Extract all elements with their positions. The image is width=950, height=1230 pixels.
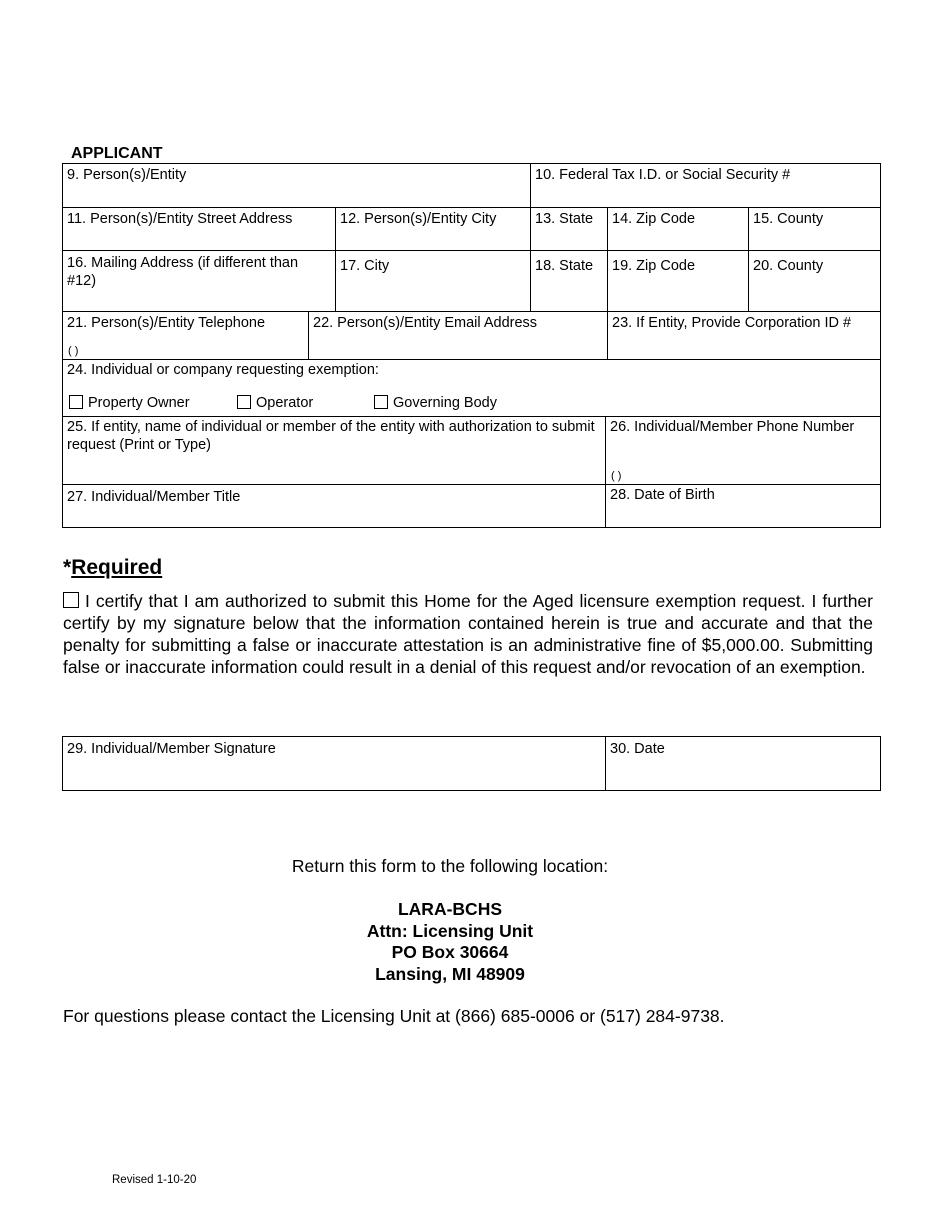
field-authorized-name[interactable] [62, 416, 606, 485]
field-exemption-requester [62, 359, 881, 417]
field-label: 23. If Entity, Provide Corporation ID # [612, 315, 852, 331]
required-heading [63, 556, 162, 580]
field-label: 29. Individual/Member Signature [67, 741, 276, 757]
certification-statement [63, 590, 873, 678]
field-label: 17. City [340, 258, 390, 274]
field-email[interactable] [308, 311, 608, 360]
contact-info: For questions please contact the Licensing Unit at (866) 685-0006 or (517) 284-9738. [63, 1006, 725, 1026]
field-federal-tax-id[interactable] [530, 163, 881, 208]
field-label: 21. Person(s)/Entity Telephone [67, 315, 266, 331]
field-telephone[interactable] [62, 311, 309, 360]
required-label: Required [71, 556, 163, 579]
field-signature-date[interactable] [605, 736, 881, 791]
certification-text: I certify that I am authorized to submit this Home for the Aged licensure exemption request. I further certify by my signature below that the information contained herein is true and accurate and that the penalty for submitting a false or inaccurate attestation is an administrative fine of $5,000.00. Submitting false or inaccurate information could result in a denial of this request and/or revocation of an exemption. [63, 591, 873, 677]
field-person-entity[interactable] [62, 163, 531, 208]
checkbox-icon[interactable] [69, 395, 83, 409]
field-label: 19. Zip Code [612, 258, 696, 274]
field-label: 26. Individual/Member Phone Number [610, 419, 855, 435]
field-entity-city[interactable] [335, 207, 531, 251]
field-street-address[interactable] [62, 207, 336, 251]
certification-checkbox[interactable] [63, 592, 79, 608]
field-label: 14. Zip Code [612, 211, 696, 227]
field-label: 16. Mailing Address (if different than #12) [67, 255, 299, 289]
checkbox-icon[interactable] [237, 395, 251, 409]
field-mailing-county[interactable] [748, 250, 881, 312]
revision-date: Revised 1-10-20 [112, 1174, 197, 1186]
option-label: Governing Body [393, 395, 497, 411]
field-label: 25. If entity, name of individual or member of the entity with authorization to submit request (Print or Type) [67, 419, 595, 453]
field-mailing-zip[interactable] [607, 250, 749, 312]
field-label: 28. Date of Birth [610, 487, 715, 503]
address-line: Lansing, MI 48909 [375, 963, 525, 984]
checkbox-icon[interactable] [374, 395, 388, 409]
field-label: 11. Person(s)/Entity Street Address [67, 211, 293, 227]
option-property-owner[interactable] [69, 394, 190, 412]
required-asterisk: * [63, 556, 72, 579]
field-mailing-city[interactable] [335, 250, 531, 312]
option-governing-body[interactable] [374, 394, 497, 412]
address-line: Attn: Licensing Unit [366, 920, 534, 941]
field-label: 9. Person(s)/Entity [67, 167, 187, 183]
field-label: 20. County [753, 258, 824, 274]
option-label: Operator [256, 395, 314, 411]
field-member-phone[interactable] [605, 416, 881, 485]
option-operator[interactable] [237, 394, 313, 412]
field-label: 10. Federal Tax I.D. or Social Security # [535, 167, 791, 183]
field-corporation-id[interactable] [607, 311, 881, 360]
field-label: 27. Individual/Member Title [67, 489, 241, 505]
phone-placeholder: ( ) [611, 470, 622, 482]
mailing-address-block [0, 899, 900, 985]
phone-placeholder: ( ) [68, 345, 79, 357]
field-label: 13. State [535, 211, 594, 227]
field-label: 24. Individual or company requesting exemption: [67, 362, 379, 378]
address-line: PO Box 30664 [391, 942, 509, 962]
field-mailing-address[interactable] [62, 250, 336, 312]
field-mailing-state[interactable] [530, 250, 608, 312]
field-label: 22. Person(s)/Entity Email Address [313, 315, 538, 331]
field-label: 30. Date [610, 741, 665, 757]
field-state[interactable] [530, 207, 608, 251]
field-label: 15. County [753, 211, 824, 227]
option-label: Property Owner [88, 395, 190, 411]
return-instruction: Return this form to the following location: [291, 856, 609, 876]
field-label: 12. Person(s)/Entity City [340, 211, 497, 227]
field-county[interactable] [748, 207, 881, 251]
field-date-of-birth[interactable] [605, 484, 881, 528]
field-zip-code[interactable] [607, 207, 749, 251]
field-signature[interactable] [62, 736, 606, 791]
field-label: 18. State [535, 258, 594, 274]
section-title: APPLICANT [71, 145, 163, 162]
field-member-title[interactable] [62, 484, 606, 528]
address-line: LARA-BCHS [397, 899, 503, 919]
